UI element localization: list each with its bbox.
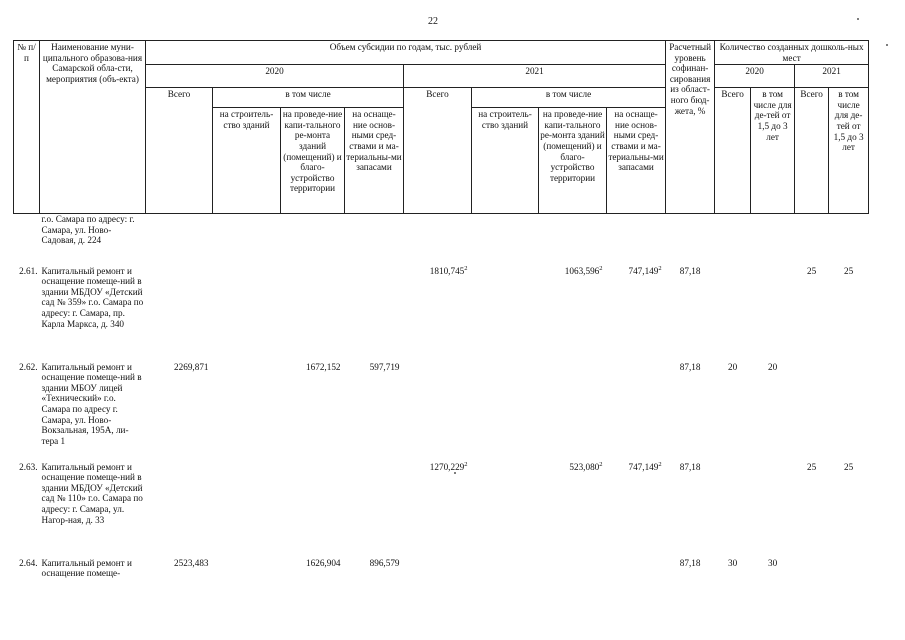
header-total-2020: Всего	[146, 88, 213, 214]
cell-construction-2020	[213, 356, 281, 456]
header-volume: Объем субсидии по годам, тыс. рублей	[146, 41, 666, 65]
cell-repair-2020	[281, 552, 345, 582]
places-2021-value: 25	[807, 265, 817, 276]
cell-places-2020	[715, 214, 751, 260]
cell-rate	[666, 552, 715, 582]
cell-rate	[666, 456, 715, 552]
row-number-value: 2.63.	[19, 461, 38, 472]
cell-row-number	[14, 260, 40, 356]
table-row	[14, 260, 869, 356]
cell-repair-2021	[539, 260, 607, 356]
rate-value: 87,18	[679, 461, 701, 472]
cell-repair-2021	[539, 552, 607, 582]
places-2021-value: 25	[807, 461, 817, 472]
cell-repair-2020	[281, 214, 345, 260]
header-including-2021: в том числе	[472, 88, 666, 108]
equipment-2021-value: 747,149	[628, 265, 659, 276]
cell-places-incl-2021	[829, 356, 869, 456]
cell-construction-2020	[213, 552, 281, 582]
cell-places-2020	[715, 456, 751, 552]
cell-construction-2021	[472, 260, 539, 356]
cell-row-number	[14, 356, 40, 456]
cell-construction-2020	[213, 214, 281, 260]
footnote-marker: 2	[464, 264, 468, 272]
equipment-2021-value: 747,149	[628, 461, 659, 472]
table-row	[14, 214, 869, 260]
row-name-value: Капитальный ремонт и оснащение помеще-	[41, 557, 132, 579]
cell-row-name	[40, 214, 146, 260]
repair-2021-value: 1063,596	[564, 265, 600, 276]
row-name-value: Капитальный ремонт и оснащение помеще-ний в здании МБОУ лицей «Технический» г.о. Самара по адресу г. Самара, ул. Ново-Вокзальная, 195А, ли-тера 1	[41, 361, 142, 446]
cell-places-incl-2020	[751, 214, 795, 260]
cell-equipment-2021	[607, 260, 666, 356]
cell-equipment-2020	[345, 356, 404, 456]
cell-places-incl-2020	[751, 456, 795, 552]
cell-row-name	[40, 456, 146, 552]
cell-places-2021	[795, 552, 829, 582]
repair-2020-value: 1672,152	[306, 361, 341, 372]
cell-equipment-2021	[607, 214, 666, 260]
header-places-incl-2021: в том числе для де-тей от 1,5 до 3 лет	[829, 88, 869, 214]
row-name-value: Капитальный ремонт и оснащение помеще-ний в здании МБДОУ «Детский сад № 359» г.о. Самара по адресу: г. Самара, пр. Карла Маркса, д. 340	[41, 265, 144, 329]
cell-construction-2021	[472, 552, 539, 582]
cell-rate	[666, 260, 715, 356]
cell-total-2021	[404, 260, 472, 356]
cell-row-name	[40, 552, 146, 582]
cell-row-name	[40, 260, 146, 356]
cell-equipment-2020	[345, 456, 404, 552]
cell-places-incl-2021	[829, 260, 869, 356]
header-places-2020: 2020	[715, 65, 795, 88]
cell-total-2021	[404, 356, 472, 456]
cell-equipment-2020	[345, 260, 404, 356]
footnote-marker: 2	[464, 460, 468, 468]
cell-row-number	[14, 456, 40, 552]
header-places-2021: 2021	[795, 65, 869, 88]
places-incl-2021-value: 25	[844, 265, 854, 276]
cell-repair-2021	[539, 214, 607, 260]
places-incl-2020-value: 20	[768, 361, 778, 372]
cell-places-incl-2021	[829, 552, 869, 582]
header-rate: Расчетный уровень софинан-сирования из област-ного бюд-жета, %	[666, 41, 715, 214]
cell-repair-2020	[281, 260, 345, 356]
rate-value: 87,18	[679, 361, 701, 372]
header-repair-2021: на проведе-ние капи-тального ре-монта зданий (помещений) и благо-устройство территории	[539, 108, 607, 214]
cell-places-incl-2021	[829, 456, 869, 552]
cell-equipment-2021	[607, 552, 666, 582]
header-places-incl-2020: в том числе для де-тей от 1,5 до 3 лет	[751, 88, 795, 214]
header-repair-2020: на проведе-ние капи-тального ре-монта зданий (помещений) и благо-устройство территории	[281, 108, 345, 214]
cell-total-2021	[404, 456, 472, 552]
total-2020-value: 2523,483	[174, 557, 209, 568]
row-name-value: Капитальный ремонт и оснащение помеще-ний в здании МБДОУ «Детский сад № 110» г.о. Самара по адресу: г. Самара, ул. Нагор-ная, д. 33	[41, 461, 143, 525]
row-number-value: 2.61.	[19, 265, 38, 276]
subsidy-table	[13, 40, 869, 582]
cell-equipment-2021	[607, 356, 666, 456]
cell-places-2020	[715, 356, 751, 456]
header-construction-2020: на строитель-ство зданий	[213, 108, 281, 214]
cell-construction-2021	[472, 356, 539, 456]
footnote-marker: 2	[658, 264, 662, 272]
cell-repair-2020	[281, 456, 345, 552]
equipment-2020-value: 896,579	[369, 557, 400, 568]
header-year-2021: 2021	[404, 65, 666, 88]
cell-construction-2021	[472, 214, 539, 260]
total-2021-value: 1810,745	[429, 265, 465, 276]
places-incl-2020-value: 30	[768, 557, 778, 568]
cell-total-2021	[404, 214, 472, 260]
cell-repair-2020	[281, 356, 345, 456]
cell-places-incl-2020	[751, 552, 795, 582]
cell-total-2020	[146, 552, 213, 582]
footnote-marker: 2	[599, 264, 603, 272]
row-number-value: 2.64.	[19, 557, 38, 568]
cell-construction-2020	[213, 260, 281, 356]
cell-places-2021	[795, 356, 829, 456]
cell-row-number	[14, 214, 40, 260]
cell-equipment-2021	[607, 456, 666, 552]
cell-construction-2020	[213, 456, 281, 552]
equipment-2020-value: 597,719	[369, 361, 400, 372]
cell-places-2021	[795, 214, 829, 260]
table-header	[14, 41, 869, 214]
page-number: 22	[428, 16, 438, 27]
cell-equipment-2020	[345, 214, 404, 260]
cell-repair-2021	[539, 456, 607, 552]
header-total-2021: Всего	[404, 88, 472, 214]
cell-rate	[666, 214, 715, 260]
total-2020-value: 2269,871	[174, 361, 209, 372]
rate-value: 87,18	[679, 265, 701, 276]
cell-places-2021	[795, 260, 829, 356]
header-places-total-2021: Всего	[795, 88, 829, 214]
header-including-2020: в том числе	[213, 88, 404, 108]
cell-construction-2021	[472, 456, 539, 552]
cell-places-incl-2021	[829, 214, 869, 260]
cell-total-2020	[146, 456, 213, 552]
table-row	[14, 356, 869, 456]
rate-value: 87,18	[679, 557, 701, 568]
cell-repair-2021	[539, 356, 607, 456]
repair-2020-value: 1626,904	[306, 557, 341, 568]
cell-total-2020	[146, 260, 213, 356]
scan-speck	[857, 18, 859, 20]
cell-places-incl-2020	[751, 260, 795, 356]
header-places-total-2020: Всего	[715, 88, 751, 214]
row-number-value: 2.62.	[19, 361, 38, 372]
places-2020-value: 30	[728, 557, 738, 568]
cell-equipment-2020	[345, 552, 404, 582]
total-2021-value: 1270,229	[429, 461, 465, 472]
cell-total-2020	[146, 214, 213, 260]
cell-total-2020	[146, 356, 213, 456]
cell-row-number	[14, 552, 40, 582]
header-equipment-2020: на оснаще-ние основ-ными сред-ствами и ма-териальны-ми запасами	[345, 108, 404, 214]
table-row	[14, 552, 869, 582]
header-no: № п/п	[14, 41, 40, 214]
cell-places-2021	[795, 456, 829, 552]
repair-2021-value: 523,080	[569, 461, 600, 472]
places-incl-2021-value: 25	[844, 461, 854, 472]
table-row	[14, 456, 869, 552]
cell-places-incl-2020	[751, 356, 795, 456]
header-name: Наименование муни-ципального образова-ния Самарской обла-сти, мероприятия (объ-екта)	[40, 41, 146, 214]
document-table-wrap	[13, 40, 867, 582]
cell-total-2021	[404, 552, 472, 582]
footnote-marker: 2	[658, 460, 662, 468]
footnote-marker: 2	[599, 460, 603, 468]
header-equipment-2021: на оснаще-ние основ-ными сред-ствами и ма-териальны-ми запасами	[607, 108, 666, 214]
cell-row-name	[40, 356, 146, 456]
row-name-value: г.о. Самара по адресу: г. Самара, ул. Ново-Садовая, д. 224	[41, 214, 135, 246]
cell-places-2020	[715, 552, 751, 582]
cell-rate	[666, 356, 715, 456]
scan-speck	[886, 44, 888, 46]
table-body	[14, 214, 869, 582]
header-year-2020: 2020	[146, 65, 404, 88]
places-2020-value: 20	[728, 361, 738, 372]
cell-places-2020	[715, 260, 751, 356]
header-construction-2021: на строитель-ство зданий	[472, 108, 539, 214]
header-places: Количество созданных дошколь-ных мест	[715, 41, 869, 65]
